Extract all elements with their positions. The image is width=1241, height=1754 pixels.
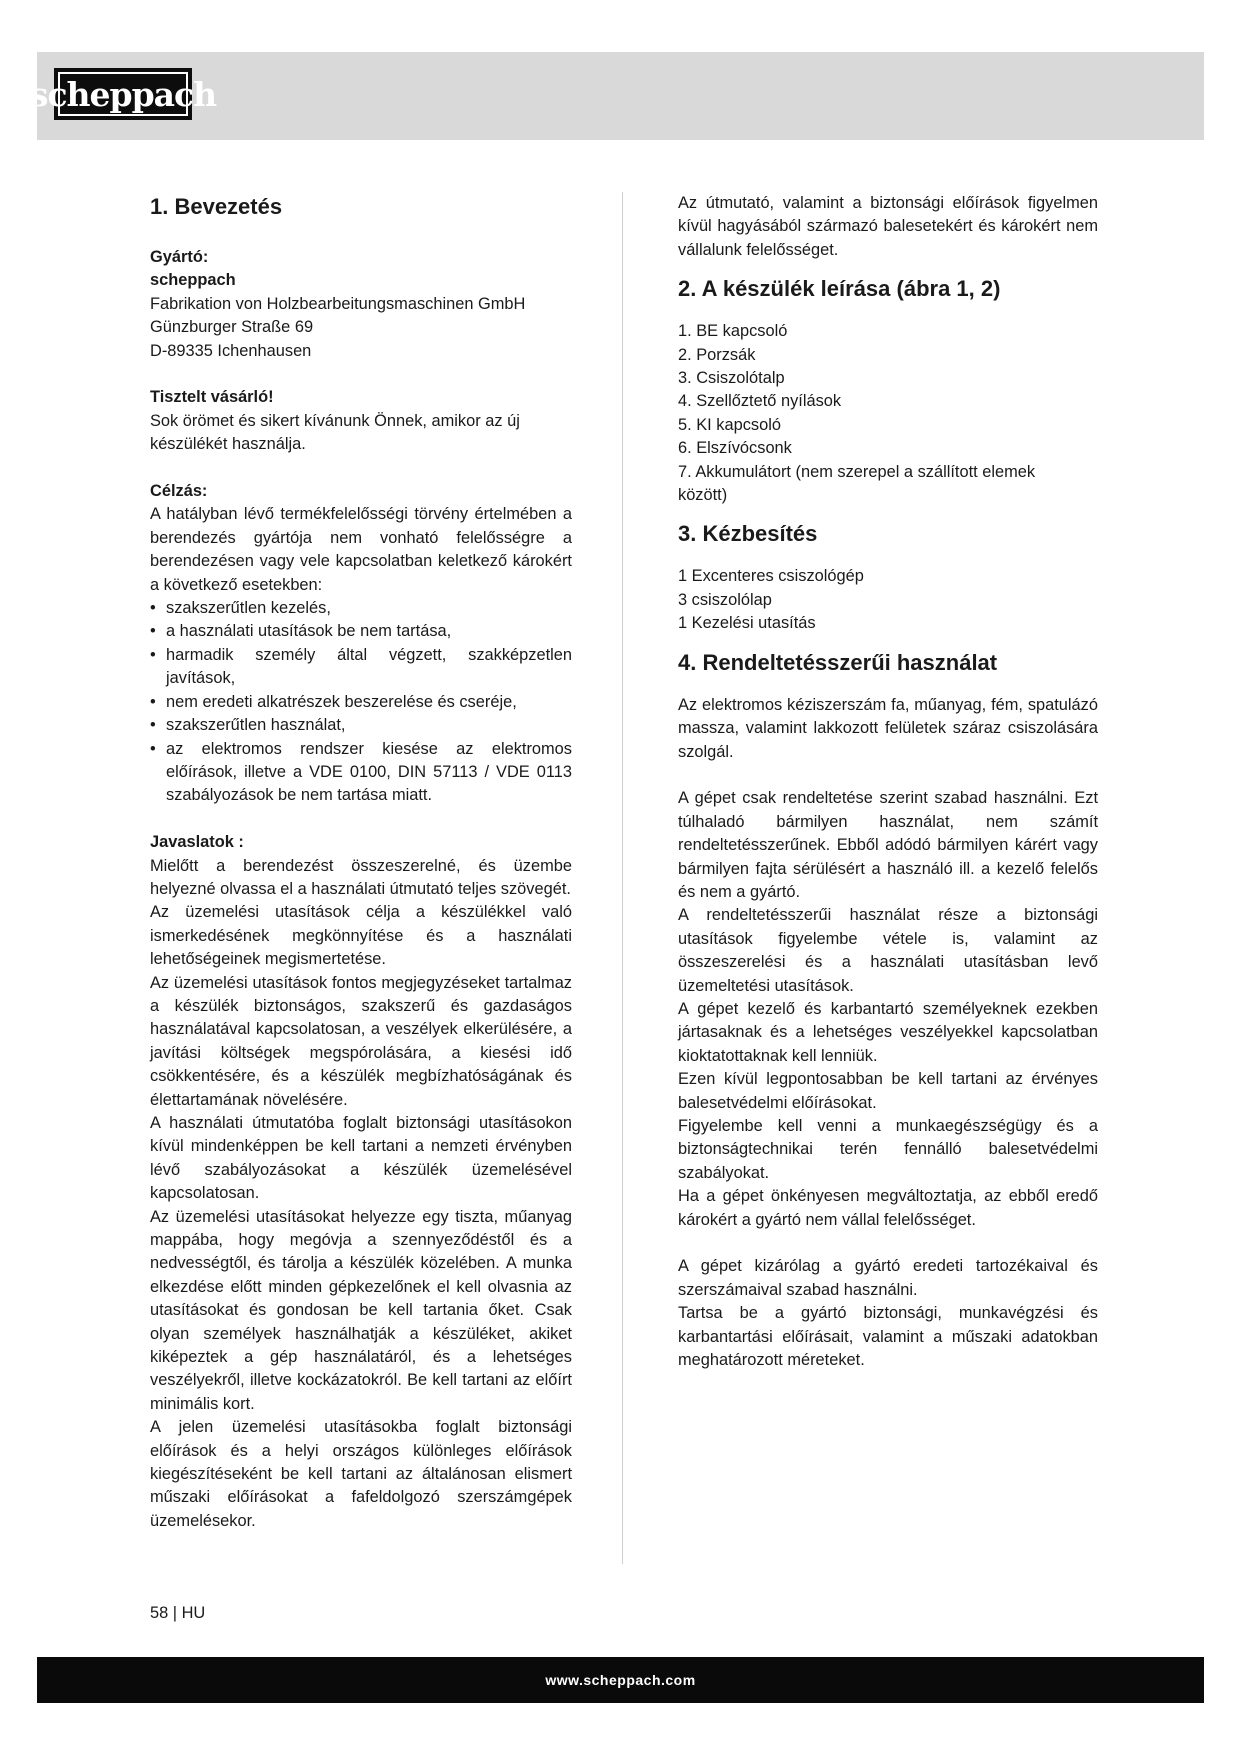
list-item: 1. BE kapcsoló [678, 322, 788, 341]
address-line: Günzburger Straße 69 [150, 318, 314, 337]
list-item: 3. Csiszolótalp [678, 369, 785, 388]
address-line: Fabrikation von Holzbearbeitungsmaschinen GmbH [150, 294, 526, 313]
section-title-delivery: 3. Kézbesítés [678, 521, 818, 547]
list-item: • harmadik személy által végzett, szakképzetlen javítások, [150, 644, 572, 691]
column-divider [622, 192, 623, 1564]
header-bar [29, 52, 1204, 140]
disclaimer-text: Az útmutató, valamint a biztonsági előírások figyelmen kívül hagyásából származó balesetekért és károkért nem vállalunk felelősséget. [678, 194, 1098, 259]
scheppach-logo: scheppach [54, 68, 192, 120]
intended-use-paragraph: A gépet kezelő és karbantartó személyeknek ezekben jártasaknak és a lehetséges veszélyekkel kapcsolatban kioktatottaknak kell lenniük. [678, 999, 1098, 1065]
recommendation-paragraph: A használati útmutatóba foglalt biztonsági utasításokon kívül mindenképpen be kell tartani a nemzeti érvényben lévő szabályozásokat a készülék üzemelésével kapcsolatosan. [150, 1113, 572, 1203]
website-link[interactable]: www.scheppach.com [545, 1672, 696, 1688]
list-item: • szakszerűtlen használat, [150, 714, 572, 737]
note-label: Célzás: [150, 482, 208, 501]
address-line: D-89335 Ichenhausen [150, 341, 312, 360]
footer-bar [37, 1657, 1204, 1703]
list-item-continuation: között) [678, 486, 728, 505]
dear-customer-text: Sok örömet és sikert kívánunk Önnek, amikor az új készülékét használja. [150, 411, 520, 454]
delivery-item: 3 csiszolólap [678, 590, 772, 609]
intended-use-paragraph: A rendeltetésszerűi használat része a biztonsági utasítások figyelembe vétele is, valamint az összeszerelési és a használati utasításban levő üzemeltetési utasítások. [678, 906, 1098, 995]
intended-use-paragraph: Ezen kívül legpontosabban be kell tartani az érvényes balesetvédelmi előírásokat. [678, 1070, 1098, 1112]
intended-use-paragraph: A gépet kizárólag a gyártó eredeti tartozékaival és szerszámaival szabad használni. [678, 1257, 1098, 1299]
recommendation-paragraph: Az üzemelési utasításokat helyezze egy tiszta, műanyag mappába, hogy megóvja a szennyeződéstől és a nedvességtől, és tárolja a készülék közelében. A munka elkezdése előtt minden gépkezelőnek el kell olvasnia az utasításokat és gondosan be kell tartania őket. Csak olyan személyek használhatják a készüléket, akiket kiképeztek a gép használatáról, és a lehetséges veszélyekről, illetve kockázatokról. Be kell tartani az előírt minimális kort. [150, 1207, 572, 1413]
list-item: • a használati utasítások be nem tartása, [150, 620, 572, 643]
section-title-introduction: 1. Bevezetés [150, 194, 283, 219]
list-item: • nem eredeti alkatrészek beszerelése és cseréje, [150, 691, 572, 714]
section-title-intended-use: 4. Rendeltetésszerűi használat [678, 649, 998, 675]
intended-use-paragraph: Tartsa be a gyártó biztonsági, munkavégzési és karbantartási előírásait, valamint a műszaki adatokban meghatározott méreteket. [678, 1304, 1098, 1370]
intended-use-paragraph: A gépet csak rendeltetése szerint szabad használni. Ezt túlhaladó bármilyen használat, nem számít rendeltetésszerűnek. Ebből adódó bármilyen kárért vagy bármilyen fajta sérülésért a használó ill. a kezelő felelős és nem a gyártó. [678, 789, 1098, 901]
intended-use-paragraph: Az elektromos kéziszerszám fa, műanyag, fém, spatulázó massza, valamint lakkozott felületek száraz csiszolására szolgál. [678, 695, 1098, 761]
recommendations-label: Javaslatok : [150, 833, 244, 852]
liability-list [150, 597, 572, 808]
dear-customer-label: Tisztelt vásárló! [150, 388, 274, 407]
recommendation-paragraph: A jelen üzemelési utasításokba foglalt biztonsági előírások és a helyi országos különleges előírások kiegészítéseként be kell tartani az általánosan elismert műszaki előírásokat a fafeldolgozó szerszámgépek üzemelésekor. [150, 1418, 572, 1530]
recommendation-paragraph: Az üzemelési utasítások célja a készülékkel való ismerkedésének megkönnyítése és a használati lehetőségeinek megismertetése. [150, 903, 572, 969]
intended-use-paragraph: Ha a gépet önkényesen megváltoztatja, az ebből eredő károkért a gyártó nem vállal felelősséget. [678, 1187, 1098, 1229]
recommendation-paragraph: Az üzemelési utasítások fontos megjegyzéseket tartalmaz a készülék biztonságos, szakszerű és gazdaságos használatával kapcsolatosan, a veszélyek elkerülésére, a javítási költségek megspórolására, a kiesési idő csökkentésére, és a készülék megbízhatóságának és élettartamának növelésére. [150, 973, 572, 1109]
manufacturer-label: Gyártó: [150, 248, 209, 266]
list-item: 7. Akkumulátort (nem szerepel a szállított elemek [678, 462, 1036, 481]
component-list [678, 320, 1098, 507]
list-item: 4. Szellőztető nyílások [678, 392, 842, 411]
left-column [150, 192, 572, 1533]
note-text: A hatályban lévő termékfelelősségi törvény értelmében a berendezés gyártója nem vonható felelősségre a berendezésen vagy vele kapcsolatban keletkező károkért a következő esetekben: [150, 505, 572, 594]
page-number: 58 | HU [150, 1604, 206, 1622]
section-title-description: 2. A készülék leírása (ábra 1, 2) [678, 276, 1001, 302]
intended-use-paragraph: Figyelembe kell venni a munkaegészségügy és a biztonságtechnikai terén fennálló balesetvédelmi szabályokat. [678, 1116, 1098, 1182]
list-item: • az elektromos rendszer kiesése az elektromos előírások, illetve a VDE 0100, DIN 57113 / VDE 0113 szabályozások be nem tartása miatt. [150, 738, 572, 808]
delivery-item: 1 Excenteres csiszológép [678, 567, 864, 586]
recommendation-paragraph: Mielőtt a berendezést összeszerelné, és üzembe helyezné olvassa el a használati útmutató teljes szövegét. [150, 856, 572, 898]
delivery-item: 1 Kezelési utasítás [678, 614, 816, 633]
manufacturer-name: scheppach [150, 271, 236, 290]
list-item: 5. KI kapcsoló [678, 415, 781, 434]
list-item: 2. Porzsák [678, 345, 756, 364]
list-item: 6. Elszívócsonk [678, 439, 792, 458]
list-item: • szakszerűtlen kezelés, [150, 597, 572, 620]
right-column [678, 192, 1098, 1372]
